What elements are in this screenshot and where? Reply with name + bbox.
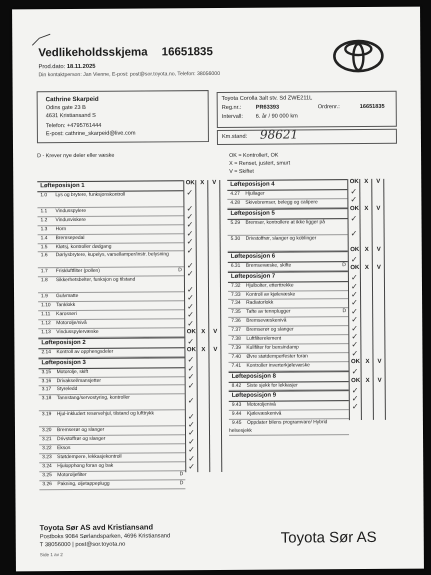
- handwritten-ok-mark-icon: ✓: [186, 269, 194, 279]
- handwritten-ok-mark-icon: ✓: [351, 298, 358, 308]
- item-number: 1.9: [41, 294, 48, 300]
- column-header-v: V: [213, 328, 218, 335]
- item-number: 7.39: [231, 345, 241, 351]
- item-description: Lys og brytere, funksjonskontroll: [55, 192, 126, 199]
- section-title: Løfteposisjon 9: [231, 393, 277, 400]
- item-description: Karosseri: [56, 312, 77, 318]
- item-number: 3.22: [42, 446, 52, 452]
- checklist-row: [39, 395, 185, 412]
- section-title: Løfteposisjon 2: [41, 339, 86, 347]
- checklist-row: [38, 252, 184, 269]
- item-description: Kontroller inverterkjølevæske: [246, 363, 310, 369]
- handwritten-ok-mark-icon: ✓: [188, 445, 195, 455]
- item-description: Hjulopphong foran og bak: [57, 463, 114, 470]
- handwritten-ok-mark-icon: ✓: [187, 420, 195, 430]
- parts-required-flag: D: [179, 479, 184, 486]
- column-header-x: X: [365, 359, 370, 366]
- column-header-ok: OK: [185, 180, 195, 187]
- handwritten-ok-mark-icon: ✓: [186, 220, 194, 230]
- handwritten-ok-mark-icon: ✓: [186, 261, 194, 271]
- item-number: 3.18: [41, 396, 52, 402]
- handwritten-ok-mark-icon: ✓: [351, 394, 359, 404]
- handwritten-ok-mark-icon: ✓: [351, 385, 359, 395]
- item-number: 7.34: [231, 301, 241, 307]
- item-number: 3.16: [41, 378, 52, 384]
- item-description: Drivstoffrør og slanger: [57, 437, 106, 443]
- checklist-row: [229, 382, 349, 392]
- mark-column-line: [383, 179, 386, 420]
- handwritten-ok-mark-icon: ✓: [351, 332, 359, 342]
- column-header-ok: OK: [349, 179, 359, 186]
- item-number: 8.42: [231, 383, 242, 389]
- item-description: Øvre støtdemperfester foran: [246, 354, 308, 360]
- item-number: 7.32: [230, 283, 241, 289]
- item-description: Motorolje, skift: [56, 369, 89, 375]
- checklist-row: [39, 411, 185, 428]
- item-description: Hjul-inkludert reservehjul, tilstand og lufttrykk: [56, 411, 154, 418]
- mark-column-line: [195, 180, 198, 472]
- column-header-x: X: [200, 180, 205, 187]
- section-header: [229, 371, 349, 383]
- handwritten-ok-mark-icon: ✓: [187, 428, 195, 438]
- item-number: 1.10: [41, 303, 51, 309]
- item-description: Drivstoffrør, slanger og koblinger: [245, 236, 317, 242]
- dealer-name: Toyota Sør AS avd Kristiansand: [39, 522, 154, 533]
- form-title: Vedlikeholdsskjema 16651835: [38, 46, 213, 60]
- item-description: Bremserør og slanger: [246, 327, 294, 333]
- handwritten-ok-mark-icon: ✓: [350, 273, 358, 283]
- checklist-row: [37, 191, 183, 208]
- item-description: Kontroll av kjølevæske: [246, 292, 296, 298]
- handwritten-ok-mark-icon: ✓: [186, 237, 194, 247]
- item-description: Bremsevæskenivå: [246, 318, 287, 325]
- order-number: 16651835: [359, 103, 385, 111]
- checklist-row: [38, 328, 184, 338]
- item-description: Skivebremser, belegg og calipere: [245, 200, 318, 206]
- item-description: Tannstang/servostyring, kontroller: [56, 395, 130, 402]
- item-description: Dørlysbrytere, kupelys, varsellamper/instr. belysning: [55, 252, 169, 259]
- contact-line: Din kontaktperson: Jan Vienne, E-post: post@sor.toyota.no, Telefon: 38056000: [38, 70, 221, 79]
- column-header-ok: OK: [186, 347, 196, 354]
- item-number: 3.26: [42, 481, 52, 487]
- customer-name: Cathrine Skarpeid: [45, 95, 99, 104]
- column-header-ok: OK: [350, 246, 360, 253]
- section-header: [227, 208, 347, 220]
- column-header-v: V: [377, 359, 382, 366]
- customer-email: E-post: cathrine_skarpeid@live.com: [45, 130, 136, 138]
- column-header-ok: OK: [349, 205, 359, 212]
- item-number: 1.7: [40, 269, 48, 275]
- item-description: Vindusspylere: [55, 208, 87, 215]
- toyota-logo-icon: [332, 39, 384, 73]
- form-number: 16651835: [161, 46, 213, 59]
- dealer-contact: T 38056000 | post@sor.toyota.no: [39, 541, 126, 549]
- mileage-handwritten: 98621: [259, 127, 299, 142]
- maintenance-form-page: [12, 7, 424, 572]
- item-number: 7.40: [231, 354, 242, 360]
- mark-column-line: [371, 179, 374, 420]
- column-header-v: V: [376, 178, 381, 185]
- item-number: 7.38: [231, 336, 241, 342]
- mileage-box: Km.stand: 98621: [217, 129, 397, 145]
- item-number: 7.33: [231, 292, 241, 298]
- handwritten-ok-mark-icon: ✓: [187, 372, 195, 382]
- column-header-v: V: [376, 246, 381, 253]
- legend-codes: OK = Kontrollert, OK X = Renset, justert, smurt V = Skiftet: [229, 152, 291, 175]
- mark-column-line: [359, 179, 362, 420]
- item-description: Kullfilter for bensindamp: [246, 345, 299, 351]
- item-number: 1.2: [40, 218, 48, 224]
- handwritten-ok-mark-icon: ✓: [350, 213, 358, 223]
- production-date: Prod.dato: 18.11.2025: [38, 63, 96, 71]
- handwritten-ok-mark-icon: ✓: [187, 293, 194, 303]
- handwritten-ok-mark-icon: ✓: [186, 228, 194, 238]
- item-number: 6.31: [230, 263, 241, 269]
- handwritten-ok-mark-icon: ✓: [186, 203, 194, 213]
- column-header-x: X: [201, 328, 206, 336]
- section-header: [228, 251, 348, 263]
- brand-name: Toyota Sør AS: [280, 528, 377, 547]
- handwritten-ok-mark-icon: ✓: [188, 436, 195, 446]
- column-header-v: V: [377, 377, 382, 384]
- item-number: 7.35: [231, 310, 241, 316]
- handwritten-ok-mark-icon: ✓: [186, 285, 194, 295]
- handwritten-ok-mark-icon: ✓: [187, 318, 194, 328]
- column-header-v: V: [376, 205, 381, 212]
- registration-number: PR63393: [255, 104, 280, 111]
- item-description: Støtdempere, lekkasjekontroll: [57, 454, 122, 461]
- checklist-row: [229, 362, 349, 372]
- customer-city: 4631 Kristiansand S: [45, 112, 96, 120]
- item-description: Styreledd: [56, 387, 78, 393]
- vehicle-box: Toyota Corolla 3alt stv. Sd ZWE211L Reg.nr.: PR63393 Ordrenr.: 16651835 Intervall: 6. år / 90 000 km: [217, 91, 397, 128]
- handwritten-ok-mark-icon: ✓: [350, 281, 358, 291]
- item-description: Bremserør og slanger: [56, 428, 105, 434]
- item-description: Pakning, oljetappeplugg: [57, 481, 110, 487]
- item-description: Oppdater bilens programvare/ Hybrid helsesjekk: [228, 420, 328, 434]
- handwritten-ok-mark-icon: ✓: [188, 453, 195, 463]
- item-number: 1.5: [40, 244, 48, 250]
- item-description: Motoroljenivå: [246, 403, 276, 409]
- item-number: 5.29: [230, 220, 241, 226]
- item-number: 3.17: [41, 387, 52, 393]
- item-description: Gulvmatte: [56, 294, 79, 300]
- checklist-row: [228, 262, 348, 272]
- column-header-ok: OK: [350, 265, 360, 272]
- item-description: Sikkerhetsbelter, funksjon og tilstand: [55, 277, 136, 284]
- column-header-v: V: [212, 180, 217, 187]
- section-title: Løfteposisjon 4: [230, 181, 275, 188]
- item-number: 7.41: [231, 363, 242, 369]
- item-number: 1.4: [40, 235, 48, 241]
- item-number: 3.15: [41, 369, 52, 375]
- item-description: Eksos: [57, 446, 71, 452]
- column-header-x: X: [364, 178, 369, 185]
- handwritten-ok-mark-icon: ✓: [351, 367, 359, 377]
- item-description: Luftfilterelement: [246, 336, 282, 342]
- handwritten-ok-mark-icon: ✓: [351, 402, 359, 412]
- item-description: Bremsevæske, skifte: [245, 263, 292, 269]
- section-title: Løfteposisjon 8: [231, 373, 276, 380]
- item-number: 1.11: [41, 312, 51, 318]
- checklist-row: [227, 199, 347, 209]
- parts-required-flag: D: [178, 267, 182, 274]
- section-title: Løfteposisjon 7: [230, 273, 276, 280]
- checklist-row: [228, 235, 348, 252]
- handwritten-ok-mark-icon: ✓: [187, 301, 194, 311]
- handwritten-ok-mark-icon: ✓: [187, 363, 195, 373]
- handwritten-ok-mark-icon: ✓: [350, 254, 358, 264]
- item-number: 3.24: [42, 464, 52, 470]
- column-header-ok: OK: [351, 377, 361, 384]
- mark-column-line: [219, 180, 222, 472]
- column-header-v: V: [376, 265, 381, 272]
- page-number: Side 1 av 2: [39, 552, 63, 558]
- handwritten-ok-mark-icon: ✓: [187, 411, 195, 421]
- item-number: 1.6: [40, 253, 48, 259]
- section-header: [229, 391, 349, 403]
- handwritten-ok-mark-icon: ✓: [187, 380, 195, 390]
- column-header-x: X: [364, 265, 369, 272]
- handwritten-ok-mark-icon: ✓: [187, 396, 195, 406]
- item-number: 3.23: [42, 455, 52, 461]
- checklist-row: [39, 480, 185, 490]
- item-description: Drivaksel/mansjetter: [56, 378, 101, 384]
- column-header-x: X: [365, 377, 370, 384]
- item-description: Siste sjekk for lekkasjer: [246, 383, 298, 389]
- item-description: Kløtsj, kontroller dødgang: [55, 244, 112, 250]
- checklist-left: [37, 180, 185, 490]
- item-number: 2.14: [41, 349, 51, 356]
- column-header-ok: OK: [186, 329, 196, 336]
- section-title: Løfteposisjon 5: [230, 210, 275, 217]
- checklist-row: [228, 219, 348, 236]
- item-number: 3.25: [42, 472, 52, 479]
- customer-street: Odins gate 23 B: [45, 104, 86, 112]
- checklist-row: [38, 277, 184, 294]
- parts-required-flag: D: [342, 308, 347, 315]
- item-number: 1.1: [40, 209, 48, 215]
- handwritten-ok-mark-icon: ✓: [351, 315, 358, 325]
- handwritten-ok-mark-icon: ✓: [186, 245, 194, 255]
- item-number: 1.13: [41, 330, 51, 336]
- handwritten-ok-mark-icon: ✓: [350, 229, 358, 239]
- item-description: Motorolje/nivå: [56, 320, 87, 327]
- item-number: 7.36: [231, 319, 241, 325]
- parts-required-flag: D: [342, 261, 346, 268]
- parts-required-flag: D: [179, 471, 184, 478]
- item-description: Vindusviskere: [55, 217, 86, 224]
- item-description: Bremser, kontrollere at ikke ligger på: [245, 220, 325, 226]
- item-number: 4.28: [230, 200, 240, 206]
- item-number: 1.12: [41, 321, 51, 327]
- handwritten-ok-mark-icon: ✓: [350, 195, 358, 205]
- customer-box: [37, 90, 209, 143]
- item-number: 9.45: [231, 421, 242, 427]
- handwritten-ok-mark-icon: ✓: [351, 323, 359, 333]
- checklist-right: [227, 179, 349, 436]
- item-number: 1.3: [40, 226, 48, 233]
- handwritten-ok-mark-icon: ✓: [351, 348, 359, 358]
- column-header-x: X: [364, 246, 369, 253]
- section-header: [227, 179, 347, 191]
- handwritten-ok-mark-icon: ✓: [188, 462, 195, 472]
- service-interval: 6. år / 90 000 km: [255, 113, 298, 120]
- vehicle-model: Toyota Corolla 3alt stv. Sd ZWE211L: [221, 95, 313, 102]
- item-number: 5.30: [230, 236, 241, 242]
- item-description: Kjølevæskenivå: [246, 411, 282, 418]
- item-number: 9.43: [231, 403, 242, 409]
- handwritten-ok-mark-icon: ✓: [187, 355, 195, 365]
- handwritten-ok-mark-icon: ✓: [351, 306, 358, 316]
- item-description: Tanklokk: [56, 303, 76, 309]
- handwritten-ok-mark-icon: ✓: [186, 212, 194, 222]
- handwritten-ok-mark-icon: ✓: [351, 290, 358, 300]
- column-header-v: V: [213, 347, 218, 354]
- item-number: 1.0: [40, 193, 48, 199]
- mark-column-line: [207, 180, 210, 472]
- section-title: Løfteposisjon 1: [40, 182, 85, 190]
- column-header-ok: OK: [350, 359, 361, 366]
- item-description: Kontroll av opphengsdeler: [56, 349, 114, 355]
- item-description: Bremsepedal: [55, 235, 85, 241]
- item-description: Tafte av tennplugger: [246, 309, 291, 316]
- item-number: 3.21: [42, 437, 52, 443]
- section-title: Løfteposisjon 3: [41, 359, 86, 366]
- handwritten-ok-mark-icon: ✓: [187, 310, 194, 320]
- dealer-address: Postboks 9084 Sørlandsparken, 4696 Kristiansand: [39, 533, 171, 541]
- customer-phone: Telefon: +4795761444: [45, 122, 102, 130]
- column-header-x: X: [201, 347, 206, 354]
- handwritten-ok-mark-icon: ✓: [187, 337, 195, 347]
- item-number: 9.44: [231, 412, 242, 418]
- checklist-row: [38, 348, 184, 358]
- item-number: 3.20: [41, 428, 52, 434]
- item-description: Friskluftfilter (pollen): [55, 269, 100, 275]
- handwritten-ok-mark-icon: ✓: [351, 340, 359, 350]
- checklist-row: [229, 419, 349, 436]
- item-number: 1.8: [40, 278, 48, 284]
- item-description: Hjullager: [245, 191, 265, 197]
- column-header-x: X: [364, 205, 369, 212]
- handwritten-ok-mark-icon: ✓: [350, 187, 358, 197]
- item-description: Radiatorlokk: [246, 301, 274, 307]
- item-number: 7.37: [231, 327, 241, 334]
- item-description: Horn: [55, 226, 67, 232]
- item-description: Vindusspylervæske: [56, 329, 99, 336]
- item-number: 4.27: [230, 191, 240, 197]
- item-number: 3.19: [41, 412, 52, 418]
- item-description: Motoroljefilter: [57, 472, 87, 478]
- item-description: Hjulbolter, etterttrekke: [245, 283, 294, 289]
- handwritten-ok-mark-icon: ✓: [186, 188, 194, 198]
- section-header: [228, 271, 348, 283]
- section-title: Løfteposisjon 6: [230, 253, 276, 260]
- legend-parts: D - Krever nye deler eller væske: [37, 152, 115, 160]
